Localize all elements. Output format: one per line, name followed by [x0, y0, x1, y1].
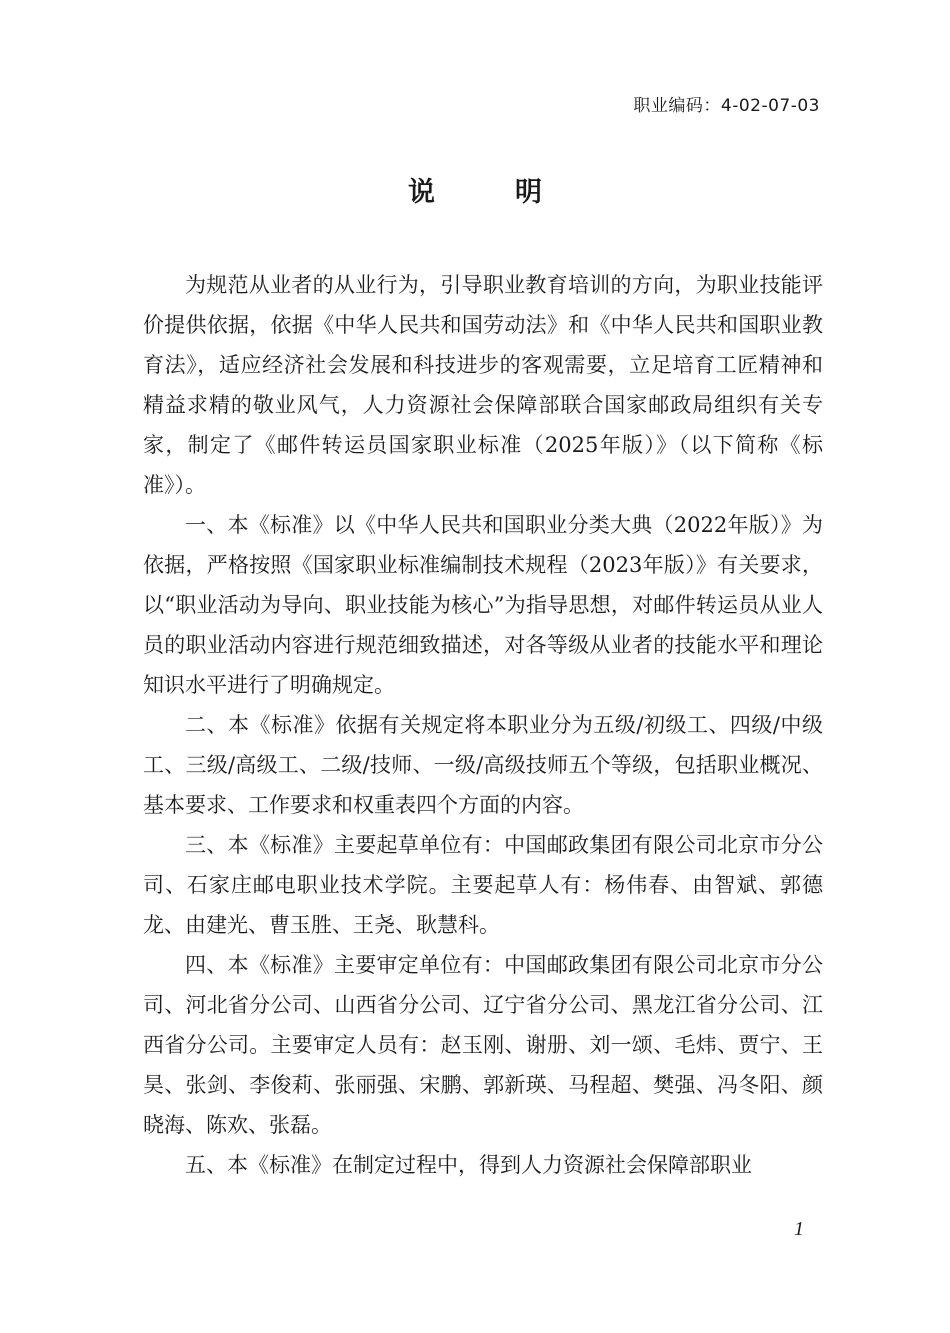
document-body	[143, 265, 823, 1185]
paragraph-item-1: 一、本《标准》以《中华人民共和国职业分类大典（2022年版）》为依据，严格按照《国家职业标准编制技术规程（2023年版）》有关要求，以“职业活动为导向、职业技能为核心”为指导思想，对邮件转运员从业人员的职业活动内容进行规范细致描述，对各等级从业者的技能水平和理论知识水平进行了明确规定。	[143, 513, 823, 697]
job-code: 职业编码：4-02-07-03	[633, 96, 820, 116]
page-number: 1	[794, 1218, 804, 1240]
paragraph-item-2: 二、本《标准》依据有关规定将本职业分为五级/初级工、四级/中级工、三级/高级工、二级/技师、一级/高级技师五个等级，包括职业概况、基本要求、工作要求和权重表四个方面的内容。	[143, 713, 823, 817]
page-title: 说明	[408, 177, 622, 208]
paragraph-intro: 为规范从业者的从业行为，引导职业教育培训的方向，为职业技能评价提供依据，依据《中华人民共和国劳动法》和《中华人民共和国职业教育法》，适应经济社会发展和科技进步的客观需要，立足培育工匠精神和精益求精的敬业风气，人力资源社会保障部联合国家邮政局组织有关专家，制定了《邮件转运员国家职业标准（2025年版）》（以下简称《标准》）。	[143, 273, 823, 497]
paragraph-item-4: 四、本《标准》主要审定单位有：中国邮政集团有限公司北京市分公司、河北省分公司、山西省分公司、辽宁省分公司、黑龙江省分公司、江西省分公司。主要审定人员有：赵玉刚、谢册、刘一颂、毛炜、贾宁、王昊、张剑、李俊莉、张丽强、宋鹏、郭新瑛、马程超、樊强、冯冬阳、颜晓海、陈欢、张磊。	[143, 953, 823, 1137]
paragraph-item-3: 三、本《标准》主要起草单位有：中国邮政集团有限公司北京市分公司、石家庄邮电职业技术学院。主要起草人有：杨伟春、由智斌、郭德龙、由建光、曹玉胜、王尧、耿慧科。	[143, 833, 823, 937]
paragraph-item-5: 五、本《标准》在制定过程中，得到人力资源社会保障部职业	[185, 1153, 752, 1177]
